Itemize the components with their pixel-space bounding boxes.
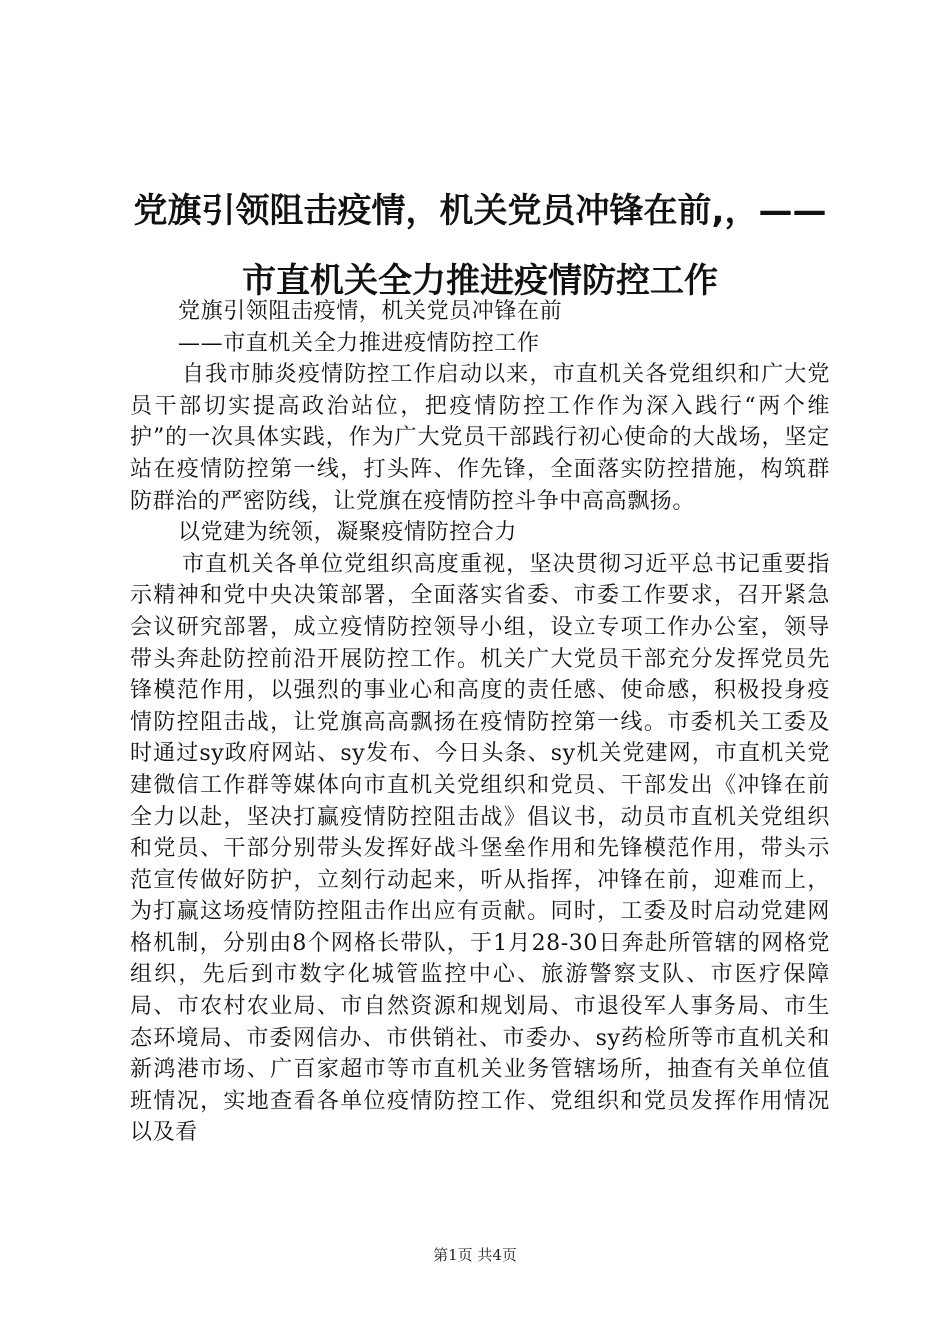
subtitle-line-1: 党旗引领阻击疫情，机关党员冲锋在前 [178, 299, 563, 324]
title-line-2: 市直机关全力推进疫情防控工作 [242, 261, 718, 301]
section-heading: 以党建为统领，凝聚疫情防控合力 [178, 520, 518, 546]
paragraph-intro: 自我市肺炎疫情防控工作启动以来，市直机关各党组织和广大党员干部切实提高政治站位，把疫情防控工作作为深入践行“两个维护”的一次具体实践，作为广大党员干部践行初心使命的大战场，坚定站在疫情防控第一线，打头阵、作先锋，全面落实防控措施，构筑群防群治的严密防线，让党旗在疫情防控斗争中高高飘扬。 [130, 362, 830, 514]
page-number: 第1页 共4页 [433, 1246, 517, 1264]
document-title [120, 176, 840, 316]
paragraph-body: 市直机关各单位党组织高度重视，坚决贯彻习近平总书记重要指示精神和党中央决策部署，全面落实省委、市委工作要求，召开紧急会议研究部署，成立疫情防控领导小组，设立专项工作办公室，领导带头奔赴防控前沿开展防控工作。机关广大党员干部充分发挥党员先锋模范作用，以强烈的事业心和高度的责任感、使命感，积极投身疫情防控阻击战，让党旗高高飘扬在疫情防控第一线。市委机关工委及时通过sy政府网站、sy发布、今日头条、sy机关党建网，市直机关党建微信工作群等媒体向市直机关党组织和党员、干部发出《冲锋在前全力以赴，坚决打赢疫情防控阻击战》倡议书，动员市直机关党组织和党员、干部分别带头发挥好战斗堡垒作用和先锋模范作用，带头示范宣传做好防护，立刻行动起来，听从指挥，冲锋在前，迎难而上，为打赢这场疫情防控阻击作出应有贡献。同时，工委及时启动党建网格机制，分别由8个网格长带队，于1月28-30日奔赴所管辖的网格党组织，先后到市数字化城管监控中心、旅游警察支队、市医疗保障局、市农村农业局、市自然资源和规划局、市退役军人事务局、市生态环境局、市委网信办、市供销社、市委办、sy药检所等市直机关和新鸿港市场、广百家超市等市直机关业务管辖场所，抽查有关单位值班情况，实地查看各单位疫情防控工作、党组织和党员发挥作用情况以及看 [130, 551, 830, 1146]
title-line-1: 党旗引领阻击疫情，机关党员冲锋在前,，—— [133, 191, 827, 231]
document-body [130, 296, 830, 1149]
subtitle-line-2: ——市直机关全力推进疫情防控工作 [178, 330, 540, 356]
